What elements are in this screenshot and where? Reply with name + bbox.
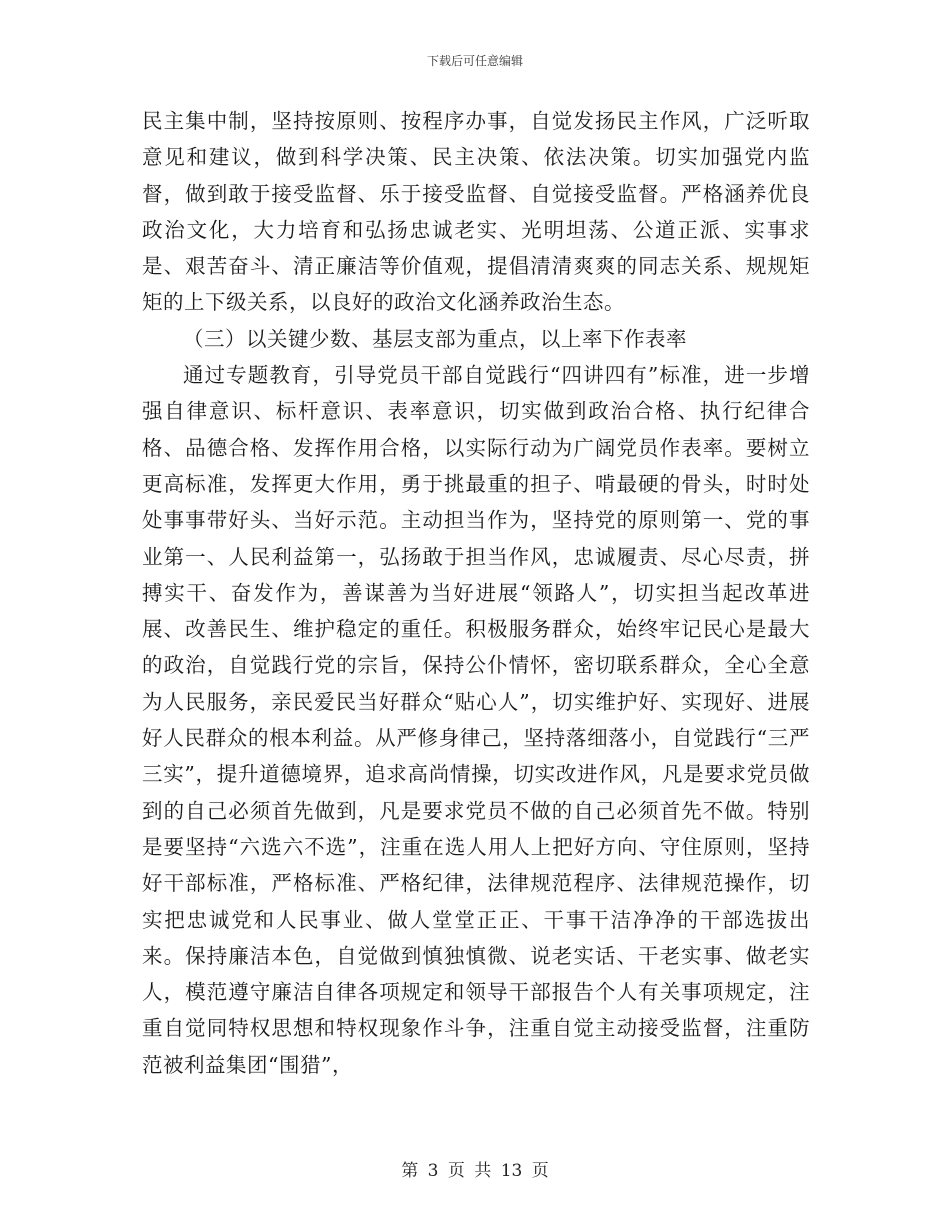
document-body — [142, 103, 810, 1083]
paragraph: 通过专题教育，引导党员干部自觉践行“四讲四有”标准，进一步增强自律意识、标杆意识、表率意识，切实做到政治合格、执行纪律合格、品德合格、发挥作用合格，以实际行动为广阔党员作表率。要树立更高标准，发挥更大作用，勇于挑最重的担子、啃最硬的骨头，时时处处事事带好头、当好示范。主动担当作为，坚持党的原则第一、党的事业第一、人民利益第一，弘扬敢于担当作风，忠诚履责、尽心尽责，拼搏实干、奋发作为，善谋善为当好进展“领路人”，切实担当起改革进展、改善民生、维护稳定的重任。积极服务群众，始终牢记民心是最大的政治，自觉践行党的宗旨，保持公仆情怀，密切联系群众，全心全意为人民服务，亲民爱民当好群众“贴心人”，切实维护好、实现好、进展好人民群众的根本利益。从严修身律己，坚持落细落小，自觉践行“三严三实”，提升道德境界，追求高尚情操，切实改进作风，凡是要求党员做到的自己必须首先做到，凡是要求党员不做的自己必须首先不做。特别是要坚持“六选六不选”，注重在选人用人上把好方向、守住原则，坚持好干部标准，严格标准、严格纪律，法律规范程序、法律规范操作，切实把忠诚党和人民事业、做人堂堂正正、干事干洁净净的干部选拔出来。保持廉洁本色，自觉做到慎独慎微、说老实话、干老实事、做老实人，模范遵守廉洁自律各项规定和领导干部报告个人有关事项规定，注重自觉同特权思想和特权现象作斗争，注重自觉主动接受监督，注重防范被利益集团“围猎”， — [142, 363, 810, 1077]
page-header: 下载后可任意编辑 — [426, 54, 523, 68]
page-footer: 第 3 页 共 13 页 — [401, 1161, 549, 1181]
paragraph-continuation: 民主集中制，坚持按原则、按程序办事，自觉发扬民主作风，广泛听取意见和建议，做到科学决策、民主决策、依法决策。切实加强党内监督，做到敢于接受监督、乐于接受监督、自觉接受监督。严格涵养优良政治文化，大力培育和弘扬忠诚老实、光明坦荡、公道正派、实事求是、艰苦奋斗、清正廉洁等价值观，提倡清清爽爽的同志关系、规规矩矩的上下级关系，以良好的政治文化涵养政治生态。 — [142, 109, 810, 315]
section-heading: （三）以关键少数、基层支部为重点，以上率下作表率 — [183, 326, 687, 351]
